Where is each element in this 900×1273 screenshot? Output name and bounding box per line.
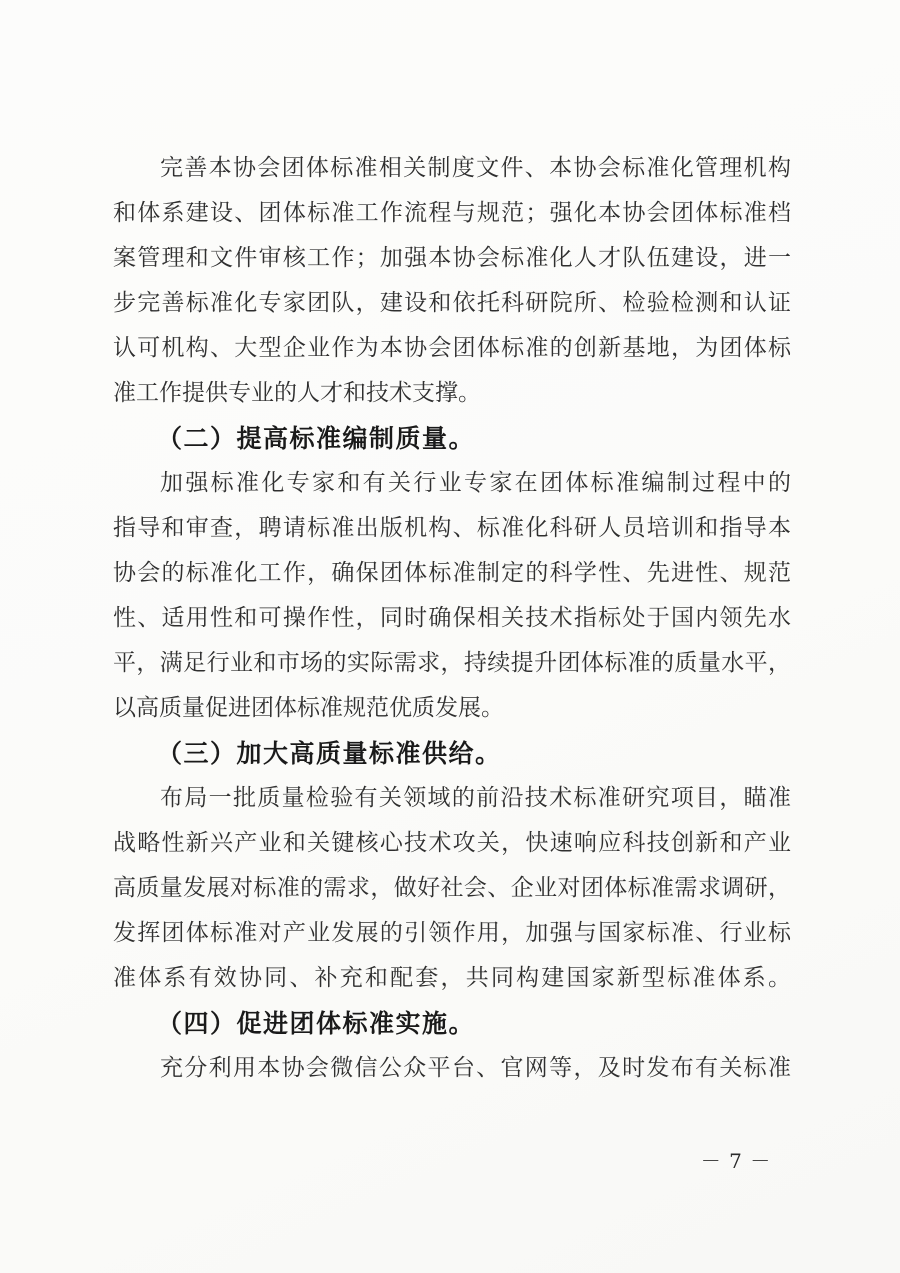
- paragraph-standard-supply: [113, 776, 791, 1001]
- text-line: 高质量发展对标准的需求，做好社会、企业对团体标准需求调研，: [113, 875, 791, 901]
- text-line: 战略性新兴产业和关键核心技术攻关，快速响应科技创新和产业: [113, 830, 791, 856]
- text-line: 发挥团体标准对产业发展的引领作用，加强与国家标准、行业标: [113, 920, 791, 946]
- text-line: 充分利用本协会微信公众平台、官网等，及时发布有关标准: [160, 1055, 791, 1081]
- text-line: 协会的标准化工作，确保团体标准制定的科学性、先进性、规范: [113, 560, 791, 586]
- text-line: 布局一批质量检验有关领域的前沿技术标准研究项目，瞄准: [160, 785, 791, 811]
- section-heading-4: （四）促进团体标准实施。: [157, 1009, 476, 1038]
- text-line: 准工作提供专业的人才和技术支撑。: [113, 380, 481, 406]
- document-body: [113, 146, 791, 1091]
- text-line: 性、适用性和可操作性，同时确保相关技术指标处于国内领先水: [113, 605, 791, 631]
- page-number: － 7 －: [700, 1149, 772, 1173]
- section-heading-3: （三）加大高质量标准供给。: [157, 739, 502, 768]
- text-line: 案管理和文件审核工作；加强本协会标准化人才队伍建设，进一: [113, 245, 791, 271]
- text-line: 指导和审查，聘请标准出版机构、标准化科研人员培训和指导本: [113, 515, 791, 541]
- paragraph-standard-implementation: [113, 1046, 791, 1091]
- text-line: 和体系建设、团体标准工作流程与规范；强化本协会团体标准档: [113, 200, 791, 226]
- text-line: 以高质量促进团体标准规范优质发展。: [113, 695, 504, 721]
- text-line: 准体系有效协同、补充和配套，共同构建国家新型标准体系。: [113, 965, 791, 991]
- paragraph-standard-quality: [113, 461, 791, 731]
- text-line: 完善本协会团体标准相关制度文件、本协会标准化管理机构: [160, 155, 791, 181]
- text-line: 认可机构、大型企业作为本协会团体标准的创新基地，为团体标: [113, 335, 791, 361]
- paragraph-improve-system: [113, 146, 791, 416]
- text-line: 步完善标准化专家团队，建设和依托科研院所、检验检测和认证: [113, 290, 791, 316]
- text-line: 平，满足行业和市场的实际需求，持续提升团体标准的质量水平，: [113, 650, 791, 676]
- text-line: 加强标准化专家和有关行业专家在团体标准编制过程中的: [160, 470, 791, 496]
- section-heading-2: （二）提高标准编制质量。: [157, 424, 476, 453]
